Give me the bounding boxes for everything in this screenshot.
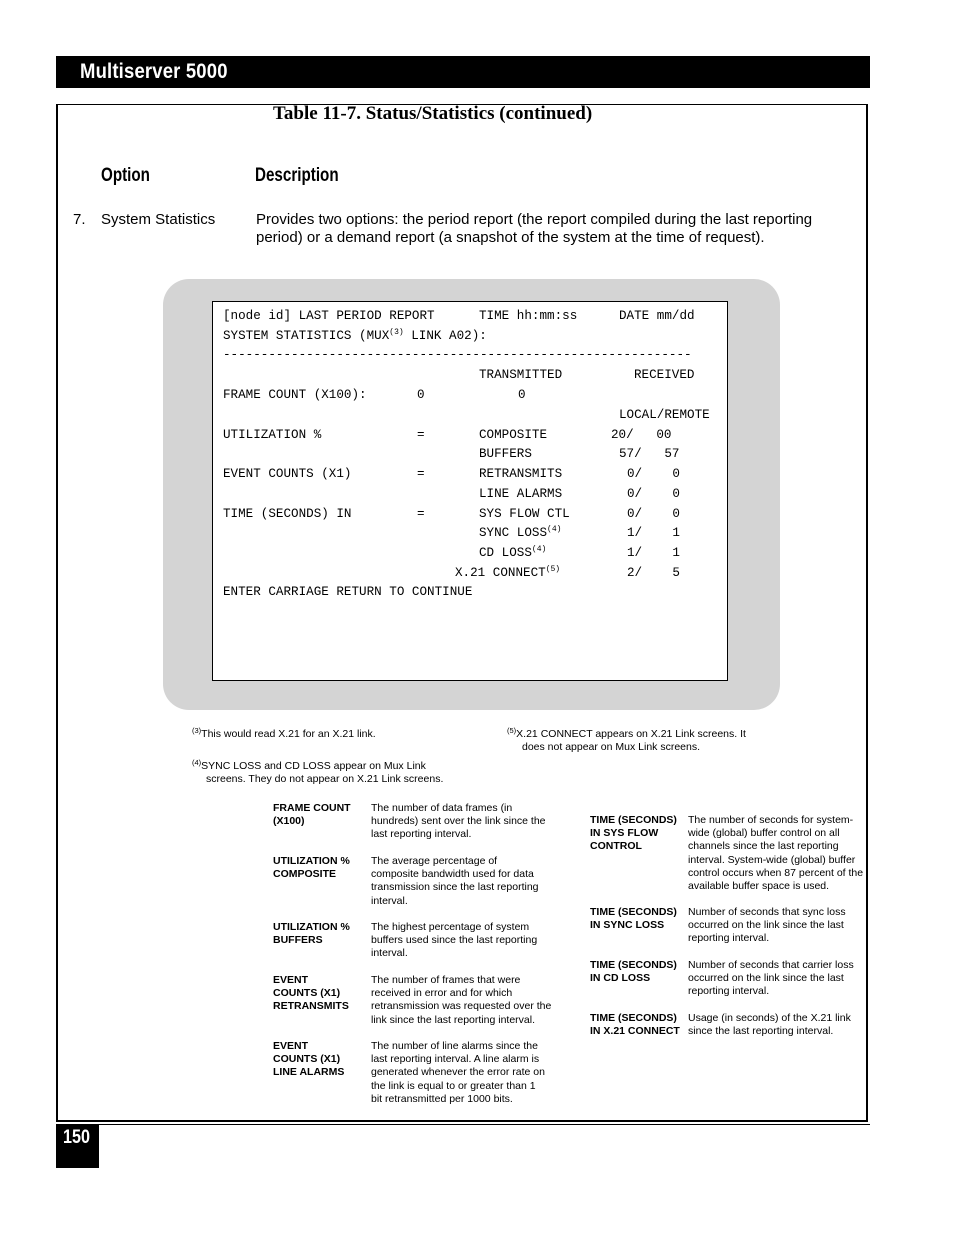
manual-title: Multiserver 5000 [80, 60, 228, 83]
screen-line-alarms: LINE ALARMS [479, 487, 563, 501]
footnote-ref-5: (5) [545, 565, 561, 574]
screen-buffers: BUFFERS [479, 447, 532, 461]
screen-received-header: RECEIVED [634, 368, 695, 382]
screen-time-seconds-label: TIME (SECONDS) IN [223, 507, 352, 521]
screen-divider: -------------------------------------------------------------- [223, 348, 692, 362]
footnote-5-line2: does not appear on Mux Link screens. [522, 741, 701, 753]
option-description: Provides two options: the period report (the report compiled during the last reporting period) or a demand report (a snapshot of the system at the time of request). [256, 211, 813, 246]
definition-text: Usage (in seconds) of the X.21 link since the last reporting interval. [688, 1012, 851, 1038]
screen-system-statistics: SYSTEM STATISTICS (MUX$^{(3)}$ LINK A02): [223, 328, 487, 343]
screen-equals: = [417, 467, 425, 481]
screen-sys-flow-value: 0/ 0 [627, 507, 680, 521]
screen-frame-count-rx: 0 [518, 388, 526, 402]
screen-local-remote: LOCAL/REMOTE [619, 408, 710, 422]
footnote-5: $^{(5)}$X.21 CONNECT appears on X.21 Link screens. It [507, 726, 746, 740]
screen-x21-connect-value: 2/ 5 [627, 566, 680, 580]
definition-term: UTILIZATION % BUFFERS [273, 921, 350, 947]
definition-text: Number of seconds that sync loss occurred on the link since the last reporting interval. [688, 906, 846, 945]
screen-time: TIME hh:mm:ss [479, 309, 578, 323]
screen-event-counts-label: EVENT COUNTS (X1) [223, 467, 352, 481]
definition-term: EVENT COUNTS (X1) LINE ALARMS [273, 1040, 345, 1079]
screen-utilization-label: UTILIZATION % [223, 428, 322, 442]
definition-text: The number of frames that were received in error and for which retransmission was requested over the link since the last reporting interval. [371, 974, 552, 1026]
table-title: Table 11-7. Status/Statistics (continued) [273, 103, 593, 124]
page-number: 150 [63, 1127, 90, 1148]
definition-text: The highest percentage of system buffers used since the last reporting interval. [371, 921, 538, 960]
terminal-screen [212, 301, 728, 681]
screen-frame-count-tx: 0 [417, 388, 425, 402]
screen-equals: = [417, 507, 425, 521]
footnote-ref-4: (4) [547, 525, 562, 534]
definition-term: TIME (SECONDS) IN X.21 CONNECT [590, 1012, 680, 1038]
option-name: System Statistics [101, 211, 216, 228]
definition-term: FRAME COUNT (X100) [273, 802, 351, 828]
screen-retransmits: RETRANSMITS [479, 467, 563, 481]
footnote-4-line2: screens. They do not appear on X.21 Link screens. [206, 773, 444, 785]
screen-line-alarms-value: 0/ 0 [627, 487, 680, 501]
screen-enter-prompt: ENTER CARRIAGE RETURN TO CONTINUE [223, 585, 473, 599]
definition-term: TIME (SECONDS) IN CD LOSS [590, 959, 677, 985]
screen-x21-connect: X.21 CONNECT$^{(5)}$ [455, 565, 561, 580]
screen-date: DATE mm/dd [619, 309, 695, 323]
footnote-ref-3: (3) [389, 328, 404, 337]
screen-sync-loss: SYNC LOSS$^{(4)}$ [479, 525, 562, 540]
definition-text: Number of seconds that carrier loss occurred on the link since the last reporting interval. [688, 959, 854, 998]
screen-sys-flow-ctl: SYS FLOW CTL [479, 507, 570, 521]
screen-retransmits-value: 0/ 0 [627, 467, 680, 481]
screen-frame-count-label: FRAME COUNT (X100): [223, 388, 367, 402]
screen-sync-loss-value: 1/ 1 [627, 526, 680, 540]
definition-text: The average percentage of composite bandwidth used for data transmission since the last reporting interval. [371, 855, 539, 907]
description-column-header: Description [255, 165, 339, 186]
option-column-header: Option [101, 165, 150, 186]
screen-transmitted-header: TRANSMITTED [479, 368, 563, 382]
frame-rule [56, 1124, 870, 1125]
footnote-4: $^{(4)}$SYNC LOSS and CD LOSS appear on Mux Link [192, 758, 426, 772]
definition-term: EVENT COUNTS (X1) RETRANSMITS [273, 974, 349, 1013]
screen-buffers-value: 57/ 57 [619, 447, 680, 461]
screen-cd-loss: CD LOSS$^{(4)}$ [479, 545, 547, 560]
definition-term: UTILIZATION % COMPOSITE [273, 855, 350, 881]
definition-term: TIME (SECONDS) IN SYS FLOW CONTROL [590, 814, 677, 853]
definition-text: The number of seconds for system- wide (global) buffer control on all channels since the last reporting interval. System-wide (global) buffer control occurs when 87 percent of the available buffer space is used. [688, 814, 864, 893]
definition-term: TIME (SECONDS) IN SYNC LOSS [590, 906, 677, 932]
screen-composite: COMPOSITE [479, 428, 548, 442]
footnote-ref-4: (4) [531, 545, 547, 554]
option-number: 7. [73, 211, 86, 228]
definition-text: The number of line alarms since the last reporting interval. A line alarm is generated whenever the error rate on the link is equal to or greater than 1 bit retransmitted per 1000 bits. [371, 1040, 545, 1105]
screen-cd-loss-value: 1/ 1 [627, 546, 680, 560]
screen-equals: = [417, 428, 425, 442]
footnote-3: $^{(3)}$This would read X.21 for an X.21 link. [192, 726, 376, 740]
screen-node-report: [node id] LAST PERIOD REPORT [223, 309, 435, 323]
definition-text: The number of data frames (in hundreds) sent over the link since the last reporting interval. [371, 802, 546, 841]
screen-composite-value: 20/ 00 [611, 428, 672, 442]
